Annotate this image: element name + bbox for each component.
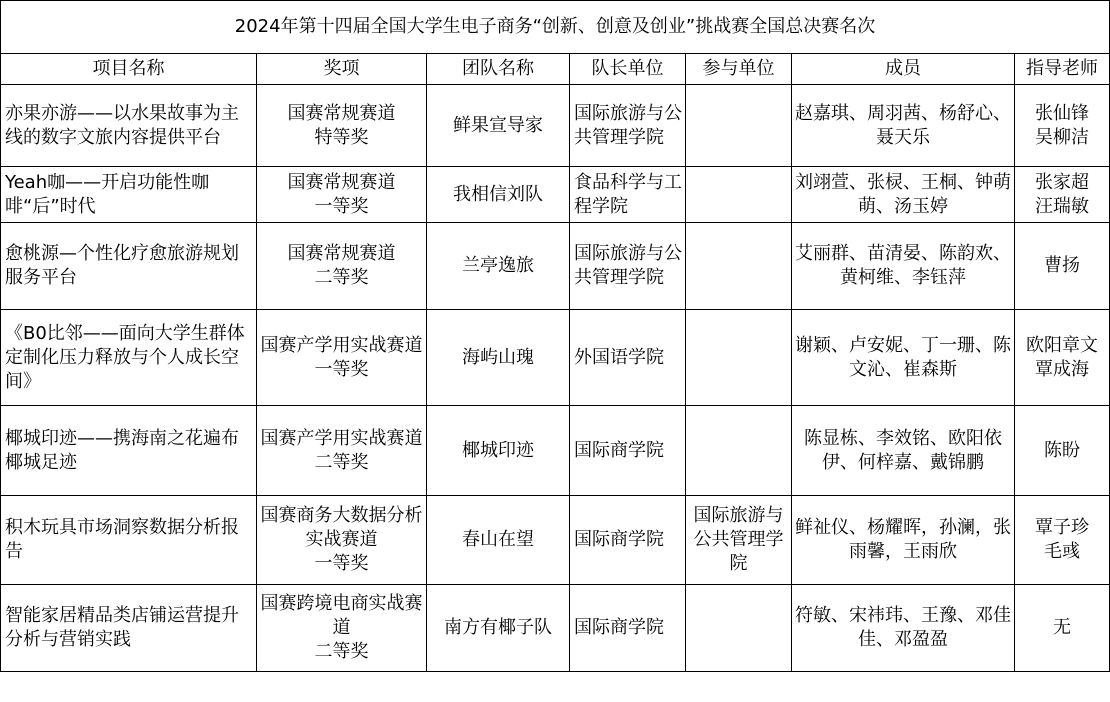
table-row xyxy=(1,223,1110,310)
advisors-cell xyxy=(1015,223,1110,310)
column-header: 奖项 xyxy=(257,54,427,85)
column-header: 参与单位 xyxy=(686,54,792,85)
award-track: 国赛常规赛道 xyxy=(287,243,396,264)
advisor-name: 陈盼 xyxy=(1044,439,1081,461)
project-name-cell xyxy=(1,223,257,310)
project-name: 椰城印迹——携海南之花遍布椰城足迹 xyxy=(5,427,239,473)
award-track: 国赛常规赛道 xyxy=(287,171,396,193)
participant-unit-cell xyxy=(686,406,792,496)
project-name: 亦果亦游——以水果故事为主线的数字文旅内容提供平台 xyxy=(5,102,239,148)
members: 符敏、宋祎玮、王豫、邓佳佳、邓盈盈 xyxy=(795,605,1011,650)
participant-unit-cell xyxy=(686,496,792,585)
members-cell xyxy=(792,496,1015,585)
team-name-cell xyxy=(427,167,570,223)
award-track: 国赛常规赛道 xyxy=(287,102,396,124)
participant-unit-cell xyxy=(686,223,792,310)
members-cell xyxy=(792,167,1015,223)
award-cell xyxy=(257,223,427,310)
captain-unit: 外国语学院 xyxy=(574,346,664,368)
participant-unit: 国际旅游与公共管理学院 xyxy=(693,505,784,574)
column-header: 成员 xyxy=(792,54,1015,85)
column-header: 项目名称 xyxy=(1,54,257,85)
award-level: 一等奖 xyxy=(314,195,369,217)
table-row xyxy=(1,406,1110,496)
award-level: 一等奖 xyxy=(314,553,369,574)
captain-unit-cell xyxy=(570,496,686,585)
table-row xyxy=(1,85,1110,167)
advisors-cell xyxy=(1015,406,1110,496)
project-name: Yeah咖——开启功能性咖啡“后”时代 xyxy=(5,171,210,217)
members-cell xyxy=(792,310,1015,406)
team-name: 我相信刘队 xyxy=(453,183,543,205)
advisors-cell xyxy=(1015,496,1110,585)
award-track: 国赛跨境电商实战赛道 xyxy=(260,593,423,638)
award-cell xyxy=(257,167,427,223)
captain-unit: 国际商学院 xyxy=(574,529,664,550)
project-name-cell xyxy=(1,310,257,406)
column-header: 队长单位 xyxy=(570,54,686,85)
award-track: 国赛产学用实战赛道 xyxy=(260,334,423,356)
team-name-cell xyxy=(427,406,570,496)
captain-unit-cell xyxy=(570,310,686,406)
table-row xyxy=(1,310,1110,406)
award-cell xyxy=(257,585,427,672)
project-name-cell xyxy=(1,496,257,585)
members: 刘翊萱、张棂、王桐、钟萌萌、汤玉婷 xyxy=(795,171,1011,217)
team-name-cell xyxy=(427,310,570,406)
column-header: 指导老师 xyxy=(1015,54,1110,85)
award-level: 二等奖 xyxy=(314,641,369,662)
advisor-name: 覃子珍 xyxy=(1035,517,1090,538)
captain-unit: 食品科学与工程学院 xyxy=(574,171,682,217)
table-title: 2024年第十四届全国大学生电子商务“创新、创意及创业”挑战赛全国总决赛名次 xyxy=(1,1,1110,54)
project-name-cell xyxy=(1,585,257,672)
participant-unit-cell xyxy=(686,167,792,223)
advisors-cell xyxy=(1015,310,1110,406)
award-level: 一等奖 xyxy=(314,358,369,380)
members: 谢颖、卢安妮、丁一珊、陈文沁、崔森斯 xyxy=(795,334,1011,380)
table-row xyxy=(1,167,1110,223)
advisor-name: 张仙锋 xyxy=(1035,102,1090,124)
award-cell xyxy=(257,85,427,167)
captain-unit-cell xyxy=(570,585,686,672)
team-name: 椰城印迹 xyxy=(462,439,534,461)
captain-unit: 国际商学院 xyxy=(574,617,664,638)
captain-unit: 国际旅游与公共管理学院 xyxy=(574,243,682,288)
team-name: 南方有椰子队 xyxy=(444,617,552,638)
participant-unit-cell xyxy=(686,85,792,167)
members: 陈显栋、李效铭、欧阳依伊、何梓嘉、戴锦鹏 xyxy=(804,427,1002,473)
advisors-cell xyxy=(1015,85,1110,167)
captain-unit-cell xyxy=(570,85,686,167)
header-row xyxy=(1,54,1110,85)
members: 艾丽群、苗清晏、陈韵欢、黄柯维、李钰萍 xyxy=(795,243,1011,288)
participant-unit-cell xyxy=(686,310,792,406)
members-cell xyxy=(792,223,1015,310)
advisor-name: 曹扬 xyxy=(1044,255,1081,276)
captain-unit-cell xyxy=(570,167,686,223)
advisors-cell xyxy=(1015,585,1110,672)
captain-unit-cell xyxy=(570,223,686,310)
advisor-name: 欧阳章文 xyxy=(1026,334,1099,356)
members-cell xyxy=(792,406,1015,496)
captain-unit: 国际商学院 xyxy=(574,439,664,461)
column-header: 团队名称 xyxy=(427,54,570,85)
award-track: 国赛产学用实战赛道 xyxy=(260,427,423,449)
award-cell xyxy=(257,406,427,496)
members-cell xyxy=(792,585,1015,672)
advisors-cell xyxy=(1015,167,1110,223)
participant-unit-cell xyxy=(686,585,792,672)
award-cell xyxy=(257,310,427,406)
project-name: 《B0比邻——面向大学生群体定制化压力释放与个人成长空间》 xyxy=(5,322,245,392)
team-name: 兰亭逸旅 xyxy=(462,255,534,276)
table-row xyxy=(1,585,1110,672)
captain-unit-cell xyxy=(570,406,686,496)
advisor-name: 毛彧 xyxy=(1044,541,1081,562)
captain-unit: 国际旅游与公共管理学院 xyxy=(574,102,682,148)
award-level: 二等奖 xyxy=(314,451,369,473)
award-level: 特等奖 xyxy=(314,126,369,148)
project-name: 愈桃源—个性化疗愈旅游规划服务平台 xyxy=(5,243,239,288)
advisor-name: 吴柳洁 xyxy=(1035,126,1090,148)
advisor-name: 张家超 xyxy=(1035,171,1090,193)
advisor-name: 汪瑞敏 xyxy=(1035,195,1090,217)
team-name: 春山在望 xyxy=(462,529,534,550)
members: 鲜祉仪、杨耀晖，孙澜，张雨馨，王雨欣 xyxy=(795,517,1011,562)
team-name-cell xyxy=(427,496,570,585)
project-name-cell xyxy=(1,85,257,167)
award-cell xyxy=(257,496,427,585)
award-level: 二等奖 xyxy=(314,267,369,288)
team-name: 海屿山瑰 xyxy=(462,346,534,368)
advisor-name: 无 xyxy=(1053,617,1072,638)
team-name-cell xyxy=(427,223,570,310)
award-track: 国赛商务大数据分析实战赛道 xyxy=(260,505,423,550)
advisor-name: 覃成海 xyxy=(1035,358,1090,380)
team-name-cell xyxy=(427,85,570,167)
project-name: 智能家居精品类店铺运营提升分析与营销实践 xyxy=(5,605,239,650)
team-name: 鲜果宣导家 xyxy=(453,114,543,136)
project-name-cell xyxy=(1,406,257,496)
team-name-cell xyxy=(427,585,570,672)
project-name: 积木玩具市场洞察数据分析报告 xyxy=(5,517,239,562)
members-cell xyxy=(792,85,1015,167)
members: 赵嘉琪、周羽茜、杨舒心、聂天乐 xyxy=(795,102,1011,148)
table-row xyxy=(1,496,1110,585)
project-name-cell xyxy=(1,167,257,223)
